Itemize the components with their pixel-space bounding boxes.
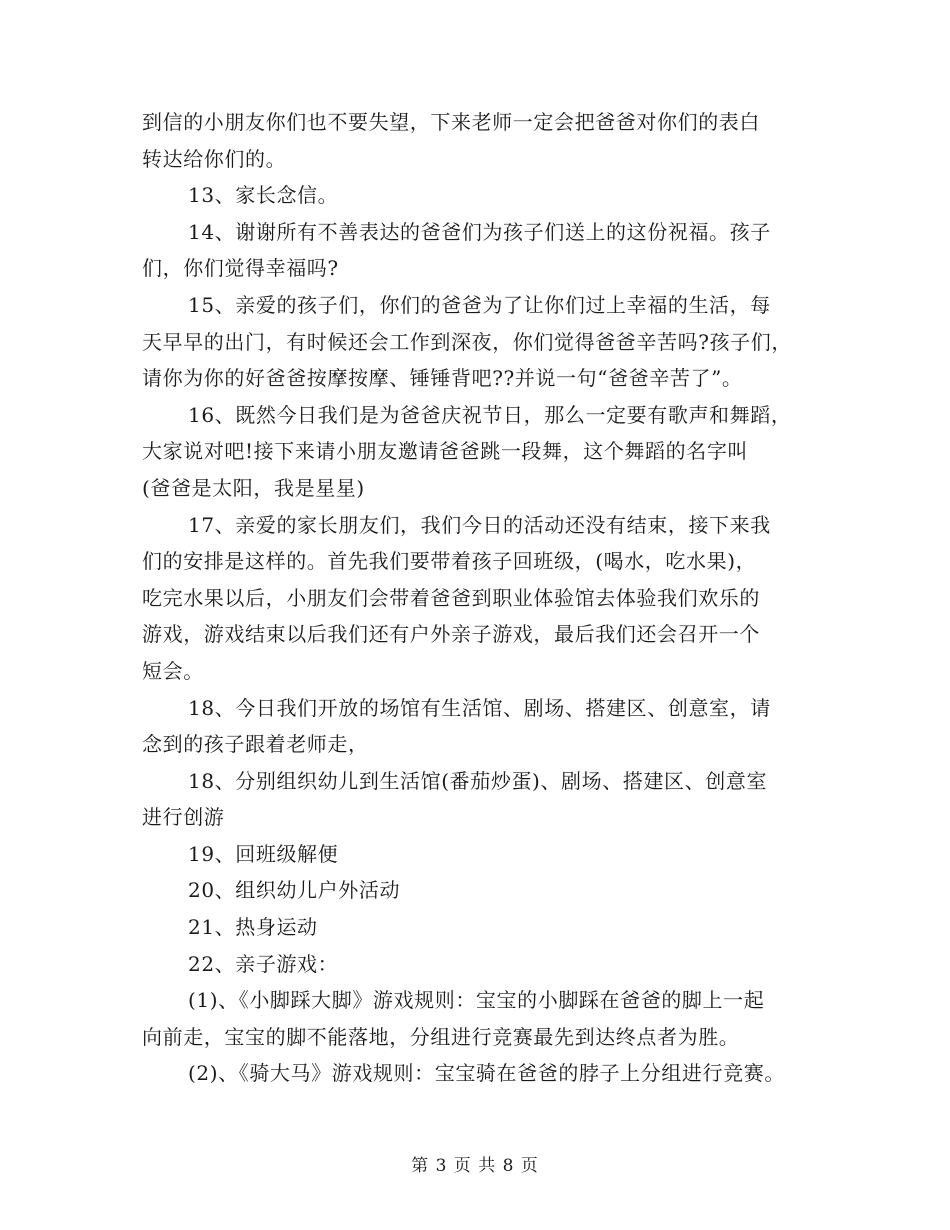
text-line: 14、谢谢所有不善表达的爸爸们为孩子们送上的这份祝福。孩子 [188, 219, 771, 244]
text-line: 13、家长念信。 [188, 183, 339, 208]
text-line: 20、组织幼儿户外活动 [188, 878, 401, 903]
document-body [142, 104, 832, 1092]
text-line: 进行创游 [142, 805, 225, 830]
text-line: 大家说对吧!接下来请小朋友邀请爸爸跳一段舞，这个舞蹈的名字叫 [142, 439, 749, 464]
text-line: 16、既然今日我们是为爸爸庆祝节日，那么一定要有歌声和舞蹈， [188, 402, 792, 427]
text-line: 短会。 [142, 658, 204, 683]
text-line: 游戏，游戏结束以后我们还有户外亲子游戏，最后我们还会召开一个 [142, 622, 760, 647]
text-line: 转达给你们的。 [142, 146, 287, 171]
text-line: 吃完水果以后，小朋友们会带着爸爸到职业体验馆去体验我们欢乐的 [142, 585, 760, 610]
text-line: 19、回班级解便 [188, 841, 339, 866]
text-line: 15、亲爱的孩子们，你们的爸爸为了让你们过上幸福的生活，每 [188, 292, 771, 317]
text-line: 18、分别组织幼儿到生活馆(番茄炒蛋)、剧场、搭建区、创意室 [188, 768, 768, 793]
text-line: (1)、《小脚踩大脚》游戏规则：宝宝的小脚踩在爸爸的脚上一起 [188, 988, 765, 1013]
text-line: 17、亲爱的家长朋友们，我们今日的活动还没有结束，接下来我 [188, 512, 771, 537]
text-line: 21、热身运动 [188, 915, 318, 940]
text-line: 22、亲子游戏： [188, 951, 339, 976]
text-line: (2)、《骑大马》游戏规则：宝宝骑在爸爸的脖子上分组进行竞赛。 [188, 1061, 785, 1086]
text-line: 18、今日我们开放的场馆有生活馆、剧场、搭建区、创意室，请 [188, 695, 771, 720]
page-number-footer: 第 3 页 共 8 页 [411, 1156, 539, 1176]
text-line: 们，你们觉得幸福吗? [142, 256, 339, 281]
text-line: (爸爸是太阳，我是星星) [142, 475, 365, 500]
text-line: 向前走，宝宝的脚不能落地，分组进行竞赛最先到达终点者为胜。 [142, 1024, 740, 1049]
text-line: 们的安排是这样的。首先我们要带着孩子回班级，(喝水，吃水果)， [142, 549, 757, 574]
text-line: 到信的小朋友你们也不要失望，下来老师一定会把爸爸对你们的表白 [142, 110, 760, 134]
text-line: 天早早的出门，有时候还会工作到深夜，你们觉得爸爸辛苦吗?孩子们， [142, 329, 792, 354]
text-line: 念到的孩子跟着老师走， [142, 732, 369, 757]
text-line: 请你为你的好爸爸按摩按摩、锤锤背吧??并说一句“爸爸辛苦了”。 [142, 366, 743, 391]
